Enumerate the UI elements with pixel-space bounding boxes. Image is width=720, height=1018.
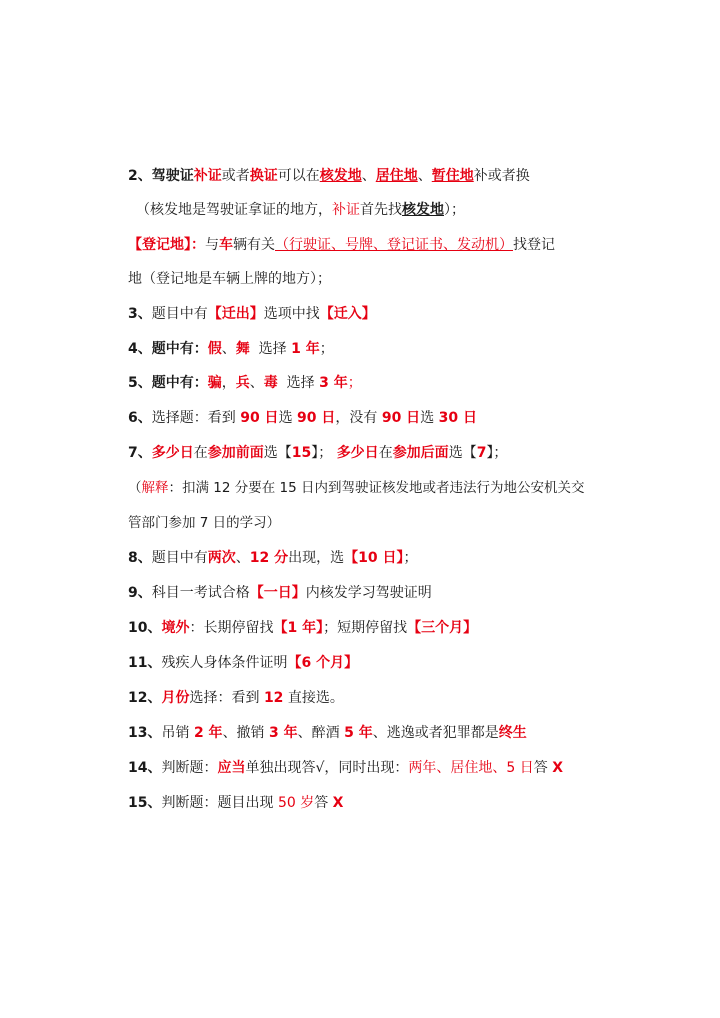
text-bold: 驾驶证 — [151, 168, 194, 184]
text: 选 — [278, 410, 293, 426]
item-number: 5、 — [128, 375, 152, 391]
keyword-red: 应当 — [217, 760, 246, 776]
item-number: 6、 — [128, 410, 152, 426]
keyword-red: 12 分 — [249, 550, 289, 566]
keyword-red: 境外 — [161, 620, 190, 636]
keyword-red: 7 — [476, 445, 487, 461]
text: 吊销 — [161, 725, 190, 741]
keyword-red: 【登记地】： — [128, 237, 205, 253]
text: 选择 — [258, 341, 287, 357]
text: 在 — [378, 445, 393, 461]
keyword-red: 两年、居住地、5 日 — [408, 760, 534, 776]
keyword-red-underline: 居住地 — [375, 168, 418, 184]
keyword-red: 参加前面 — [207, 445, 264, 461]
text: 、 — [235, 550, 250, 566]
text: 补或者换 — [473, 168, 530, 184]
rule-10 — [128, 618, 610, 638]
item-number: 15、 — [128, 795, 162, 811]
item-number: 2、 — [128, 168, 152, 184]
text: 、 — [249, 375, 264, 391]
text: 、 — [417, 168, 432, 184]
keyword-red: 月份 — [161, 690, 190, 706]
rule-7-explanation-1 — [128, 478, 610, 498]
keyword-red: 3 年 — [269, 725, 298, 741]
rule-8 — [128, 548, 610, 568]
text: ； — [347, 375, 362, 391]
rule-9 — [128, 583, 610, 603]
rule-2-line-1 — [128, 166, 610, 186]
text: ，没有 — [335, 410, 378, 426]
keyword-red-underline: 暂住地 — [431, 168, 474, 184]
text: 选【 — [263, 445, 292, 461]
text: 、逃逸或者犯罪都是 — [372, 725, 499, 741]
item-number: 7、 — [128, 445, 152, 461]
rule-2-line-3 — [128, 235, 610, 255]
rule-5 — [128, 373, 610, 393]
text: ， — [221, 375, 236, 391]
text: 、撤销 — [222, 725, 265, 741]
rule-4 — [128, 339, 610, 359]
text: 出现，选 — [288, 550, 345, 566]
text: 、醉酒 — [297, 725, 340, 741]
keyword-bold-underline: 核发地 — [402, 202, 444, 218]
item-number: 14、 — [128, 760, 162, 776]
text: 答 — [314, 795, 329, 811]
text: 可以在 — [277, 168, 320, 184]
item-number: 8、 — [128, 550, 152, 566]
text: 单独出现答√，同时出现： — [245, 760, 409, 776]
keyword-red: 参加后面 — [392, 445, 449, 461]
keyword-red: 【迁出】 — [207, 306, 264, 322]
keyword-red: 【6 个月】 — [287, 655, 359, 671]
keyword-red: 车 — [219, 237, 233, 253]
keyword-red: 15 — [291, 445, 312, 461]
text: 辆有关 — [233, 237, 275, 253]
rule-7 — [128, 443, 610, 463]
text: 首先找 — [360, 202, 402, 218]
text-bold: 题中有： — [151, 341, 208, 357]
text: 找登记 — [513, 237, 555, 253]
text: 选择 — [286, 375, 315, 391]
text: 判断题： — [161, 760, 218, 776]
item-number: 13、 — [128, 725, 162, 741]
keyword-red: 补证 — [193, 168, 222, 184]
text: 地（登记地是车辆上牌的地方）； — [128, 271, 331, 287]
item-number: 3、 — [128, 306, 152, 322]
text: 残疾人身体条件证明 — [161, 655, 288, 671]
keyword-red: 换证 — [249, 168, 278, 184]
keyword-red: 【迁入】 — [319, 306, 376, 322]
text: 答 — [533, 760, 548, 776]
rule-2-line-4 — [128, 269, 610, 289]
text: 判断题：题目出现 — [161, 795, 274, 811]
rule-13 — [128, 723, 610, 743]
keyword-red: 90 日 — [240, 410, 279, 426]
keyword-red: 两次 — [207, 550, 236, 566]
rule-3 — [128, 304, 610, 324]
text: 、 — [221, 341, 236, 357]
keyword-red: 1 年 — [291, 341, 320, 357]
rule-6 — [128, 408, 610, 428]
keyword-red: 5 年 — [344, 725, 373, 741]
keyword-red: 多少日 — [336, 445, 379, 461]
keyword-red: 舞 — [235, 341, 250, 357]
keyword-red: 补证 — [332, 202, 360, 218]
item-number: 9、 — [128, 585, 152, 601]
item-number: 11、 — [128, 655, 162, 671]
text: 管部门参加 7 日的学习） — [128, 515, 281, 531]
text: 选择题：看到 — [151, 410, 236, 426]
keyword-red: 12 — [263, 690, 284, 706]
keyword-red: 50 岁 — [277, 795, 315, 811]
text: 内核发学习驾驶证明 — [305, 585, 432, 601]
answer-x: X — [332, 795, 344, 811]
answer-x: X — [552, 760, 564, 776]
rule-2-line-2 — [136, 200, 610, 220]
item-number: 4、 — [128, 341, 152, 357]
text: ：扣满 12 分要在 15 日内到驾驶证核发地或者违法行为地公安机关交 — [168, 480, 585, 496]
text: ； — [319, 341, 334, 357]
keyword-red: 【一日】 — [249, 585, 306, 601]
text: 题目中有 — [151, 550, 208, 566]
keyword-red: 毒 — [263, 375, 278, 391]
text: 、 — [361, 168, 376, 184]
keyword-red: 2 年 — [193, 725, 223, 741]
text: 在 — [193, 445, 208, 461]
text: ；短期停留找 — [323, 620, 408, 636]
keyword-red: 兵 — [235, 375, 250, 391]
keyword-red: 90 日 — [297, 410, 336, 426]
text: （核发地是驾驶证拿证的地方， — [136, 202, 332, 218]
text: ）； — [444, 202, 465, 218]
text: 】； — [311, 445, 333, 461]
keyword-red: 多少日 — [151, 445, 194, 461]
keyword-red: 终生 — [498, 725, 527, 741]
rule-7-explanation-2 — [128, 513, 610, 533]
text: 或者 — [221, 168, 250, 184]
text: （ — [128, 480, 142, 496]
item-number: 10、 — [128, 620, 162, 636]
keyword-red-underline: （行驶证、号牌、登记证书、发动机） — [275, 237, 513, 253]
text: 与 — [205, 237, 219, 253]
text: 科目一考试合格 — [151, 585, 250, 601]
keyword-red: 解释 — [141, 480, 169, 496]
keyword-red: 【三个月】 — [407, 620, 478, 636]
keyword-red: 90 日 — [381, 410, 421, 426]
text: ：长期停留找 — [189, 620, 274, 636]
keyword-red: 3 年 — [319, 375, 348, 391]
text-bold: 题中有： — [151, 375, 208, 391]
text: 选项中找 — [263, 306, 320, 322]
text: ； — [403, 550, 418, 566]
keyword-red: 【10 日】 — [344, 550, 404, 566]
keyword-red: 假 — [207, 341, 222, 357]
text: 选【 — [448, 445, 477, 461]
rule-11 — [128, 653, 610, 673]
item-number: 12、 — [128, 690, 162, 706]
keyword-red: 【1 年】 — [273, 620, 324, 636]
text: 直接选。 — [287, 690, 344, 706]
rule-14 — [128, 758, 610, 778]
text: 选 — [420, 410, 435, 426]
keyword-red: 骗 — [207, 375, 222, 391]
text: 题目中有 — [151, 306, 208, 322]
rule-12 — [128, 688, 610, 708]
text: 】； — [486, 445, 508, 461]
rule-15 — [128, 793, 610, 813]
keyword-red: 30 日 — [438, 410, 477, 426]
text: 选择：看到 — [189, 690, 260, 706]
keyword-red-underline: 核发地 — [319, 168, 362, 184]
